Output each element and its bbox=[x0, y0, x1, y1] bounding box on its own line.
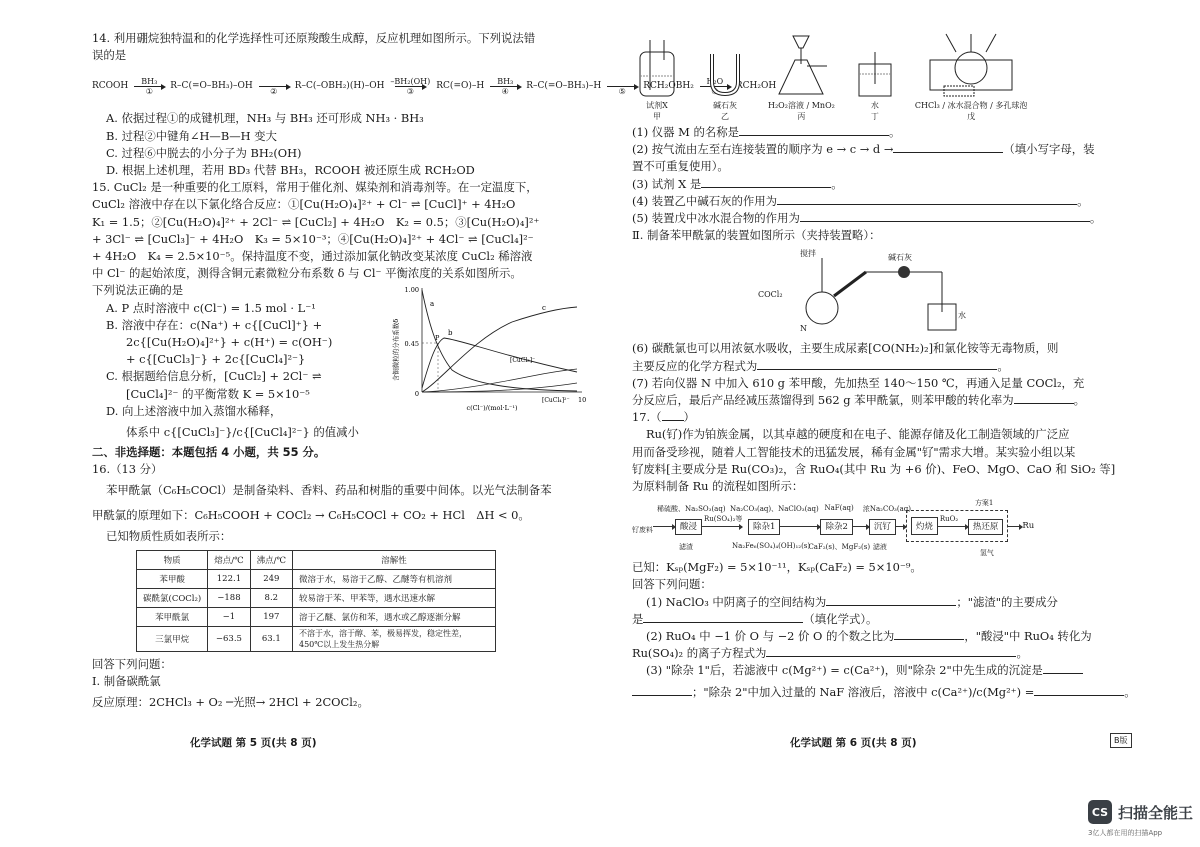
flow-plan-1-box bbox=[906, 499, 1009, 558]
flow-step-4-top: 浓Na₂CO₃(aq) bbox=[862, 505, 911, 514]
app-label-wu: 戊 bbox=[967, 112, 976, 121]
chart-label-c: c bbox=[542, 304, 546, 312]
table-cell: 三氯甲烷 bbox=[137, 626, 208, 651]
apparatus-jia bbox=[632, 36, 682, 122]
flow-box-thermal-reduction: 热还原 bbox=[968, 519, 1004, 535]
app2-label-stir: 搅拌 bbox=[800, 249, 816, 259]
flow-step-1-top: 稀硫酸、Na₂SO₃(aq) bbox=[657, 505, 726, 514]
q15-line-3: K₁ = 1.5；②[Cu(H₂O)₄]²⁺ + 2Cl⁻ ⇌ [CuCl₂] + 4H₂O K₂ = 0.5；③[Cu(H₂O)₄]²⁺ bbox=[92, 214, 540, 229]
table-row bbox=[137, 588, 496, 607]
r17-q3 bbox=[632, 662, 1132, 679]
scheme-s5: RCH₂OBH₂ bbox=[643, 81, 694, 92]
q14-stem: 14. 利用硼烷独特温和的化学选择性可还原羧酸生成醇，反应机理如图所示。下列说法错 bbox=[92, 31, 536, 45]
table-row bbox=[137, 569, 496, 588]
table-cell: −1 bbox=[208, 607, 250, 626]
arrow-4-bot: ④ bbox=[501, 86, 509, 96]
scheme-s1: R–C(=O–BH₃)–OH bbox=[170, 81, 253, 92]
flow-step-2-bot: Na₂Fe₆(SO₄)₄(OH)₁₂(s) bbox=[732, 542, 811, 551]
table-cell: 微溶于水，易溶于乙醇、乙醚等有机溶剂 bbox=[293, 569, 496, 588]
flow-box-calcine: 灼烧 bbox=[911, 517, 938, 535]
scheme-s3: RC(=O)–H bbox=[436, 81, 485, 92]
q15-line-4: + 3Cl⁻ ⇌ [CuCl₃]⁻ + 4H₂O K₃ = 5×10⁻³；④[Cu(H₂O)₄]²⁺ + 4Cl⁻ ⇌ [CuCl₄]²⁻ bbox=[92, 231, 534, 246]
table-cell: 249 bbox=[250, 569, 292, 588]
r-q2 bbox=[632, 141, 1132, 158]
distribution-chart bbox=[392, 280, 588, 412]
r17-q1 bbox=[632, 594, 1132, 611]
table-cell: 碳酰氯(COCl₂) bbox=[137, 588, 208, 607]
flow-step-6 bbox=[968, 520, 1004, 558]
app-label-jia: 甲 bbox=[653, 112, 661, 121]
apparatus-wu bbox=[915, 30, 1028, 122]
r17-q2-text-b: ，"酸浸"中 RuO₄ 转化为 bbox=[964, 629, 1092, 644]
part2-header: 二、非选择题：本题包括 4 小题，共 55 分。 bbox=[92, 445, 326, 460]
flow-step-2-top: Na₂CO₃(aq)、NaClO₃(aq) bbox=[730, 505, 819, 514]
flow-arrow bbox=[702, 526, 742, 527]
app-note-jia: 试剂X bbox=[646, 101, 668, 110]
chart-label-cucl3: [CuCl₃]⁻ bbox=[510, 357, 536, 364]
q17-text-b: ） bbox=[683, 410, 695, 425]
table-header: 溶解性 bbox=[293, 550, 496, 569]
arrow-1-bot: ① bbox=[145, 86, 153, 96]
r17-q3-cont: ；"除杂 2"中加入过量的 NaF 溶液后，溶液中 c(Ca²⁺)/c(Mg²⁺) = 。 bbox=[632, 680, 1132, 704]
answer-blank[interactable] bbox=[1034, 685, 1124, 696]
r-q3-text: (3) 试剂 X 是 bbox=[632, 176, 702, 191]
table-row bbox=[137, 626, 496, 651]
r-q6: (6) 碳酰氯也可以用浓氨水吸收，主要生成尿素[CO(NH₂)₂]和氯化铵等无毒物质，则 bbox=[632, 341, 1059, 356]
q17-heading bbox=[632, 409, 1132, 426]
chart-curve-a bbox=[422, 290, 577, 391]
chart-curve-c bbox=[422, 307, 577, 392]
q14-option-a: A. 依据过程①的成键机理，NH₃ 与 BH₃ 还可形成 NH₃ · BH₃ bbox=[106, 111, 424, 126]
arrow-3-top: –BH₂(OH) bbox=[390, 76, 431, 86]
app2-label-soda-lime: 碱石灰 bbox=[888, 253, 912, 263]
q14-option-c: C. 过程⑥中脱去的小分子为 BH₂(OH) bbox=[106, 145, 302, 160]
arrow-1-top: BH₃ bbox=[141, 76, 158, 86]
flow-box-purify-2: 除杂2 bbox=[820, 519, 852, 535]
flow-step-2 bbox=[730, 505, 819, 551]
app2-label-cocl2: COCl₂ bbox=[758, 290, 783, 300]
r-q7: (7) 若向仪器 N 中加入 610 g 苯甲酸，先加热至 140～150 ℃，再通入足量 COCl₂，充 bbox=[632, 375, 1085, 390]
flow-step-1-bot: 滤渣 bbox=[679, 543, 693, 552]
table-cell: 197 bbox=[250, 607, 292, 626]
app2-label-water: 水 bbox=[958, 311, 966, 321]
scheme-arrow-1 bbox=[134, 77, 164, 96]
q15-option-b: B. 溶液中存在：c(Na⁺) + c{[CuCl]⁺} + bbox=[106, 317, 323, 332]
r-q5-text: (5) 装置戊中冰水混合物的作用为 bbox=[632, 211, 800, 226]
table-cell: 8.2 bbox=[250, 588, 292, 607]
q15-option-b-3: + c{[CuCl₃]⁻} + 2c{[CuCl₄]²⁻} bbox=[126, 352, 306, 367]
chart-y-mid: 0.45 bbox=[404, 340, 419, 348]
scheme-arrow-4 bbox=[490, 77, 520, 96]
table-cell: 溶于乙醚、氯仿和苯，遇水或乙醇逐渐分解 bbox=[293, 607, 496, 626]
three-neck-flask-icon bbox=[916, 30, 1026, 100]
q17-intro-1: Ru(钌)作为铂族金属，以其卓越的硬度和在电子、能源存储及化工制造领域的广泛应 bbox=[646, 427, 1070, 442]
arrow-4-top: BH₃ bbox=[497, 76, 514, 86]
footer-right: 化学试题 第 6 页(共 8 页) bbox=[790, 737, 917, 749]
chart-label-b: b bbox=[448, 329, 453, 337]
flow-step-3-top: NaF(aq) bbox=[824, 504, 854, 513]
flow-arrow bbox=[1008, 526, 1022, 527]
r17-q1-text-d: （填化学式）。 bbox=[803, 611, 878, 626]
chart-y-zero: 0 bbox=[414, 390, 419, 398]
flow-step-4 bbox=[862, 505, 911, 552]
table-header: 熔点/℃ bbox=[208, 550, 250, 569]
table-cell: 122.1 bbox=[208, 569, 250, 588]
app-note-wu: CHCl₃ / 冰水混合物 / 多孔球泡 bbox=[914, 101, 1028, 110]
arrow-2-bot: ② bbox=[270, 86, 278, 96]
r17-q2-text: (2) RuO₄ 中 −1 价 O 与 −2 价 O 的个数之比为 bbox=[646, 629, 895, 644]
q15-line-2: CuCl₂ 溶液中存在以下氯化络合反应：①[Cu(H₂O)₄]²⁺ + Cl⁻ ⇌ [CuCl]⁺ + 4H₂O bbox=[92, 197, 516, 212]
beaker-icon bbox=[853, 50, 897, 100]
distribution-chart-svg bbox=[392, 280, 588, 412]
app-label-yi: 乙 bbox=[721, 112, 729, 121]
chart-xlabel: c(Cl⁻)/(mol·L⁻¹) bbox=[466, 404, 518, 412]
flow-arrow bbox=[780, 526, 820, 527]
r-q2-text: (2) 按气流由左至右连接装置的顺序为 e → c → d → bbox=[632, 142, 894, 157]
arrow-5-bot: ⑤ bbox=[618, 86, 626, 96]
app-note-yi: 碱石灰 bbox=[713, 101, 737, 110]
q14-option-b: B. 过程②中键角∠H—B—H 变大 bbox=[106, 128, 277, 143]
r-answer-prompt: 回答下列问题： bbox=[632, 577, 712, 592]
properties-table bbox=[136, 550, 496, 652]
chart-ylabel: 含铜微粒的分布系数δ bbox=[392, 318, 400, 382]
answer-blank[interactable] bbox=[893, 142, 1003, 153]
chart-x-end: 10 bbox=[578, 396, 587, 404]
answer-prompt: 回答下列问题： bbox=[92, 656, 172, 671]
answer-blank[interactable] bbox=[766, 646, 1016, 657]
arrow-6-top: H₂O bbox=[706, 76, 724, 86]
q15-line-7: 下列说法正确的是 bbox=[92, 283, 184, 298]
scheme-s4: R–C(=O–BH₃)–H bbox=[526, 81, 602, 92]
q16-heading: 16.（13 分） bbox=[92, 462, 163, 477]
chart-label-a: a bbox=[430, 300, 435, 308]
flow-arrow bbox=[896, 526, 906, 527]
answer-blank[interactable] bbox=[739, 125, 889, 136]
flow-box-purify-1: 除杂1 bbox=[748, 519, 780, 535]
footer-left: 化学试题 第 5 页(共 8 页) bbox=[190, 737, 317, 749]
props-title: 已知物质性质如表所示： bbox=[106, 529, 232, 544]
r17-q2 bbox=[632, 628, 1132, 645]
answer-blank[interactable] bbox=[632, 685, 692, 696]
table-header: 物质 bbox=[137, 550, 208, 569]
flow-arrow bbox=[653, 526, 675, 527]
chart-label-cucl4: [CuCl₄]²⁻ bbox=[542, 397, 570, 404]
flow-plan-label: 方案1 bbox=[974, 499, 994, 508]
r17-q3-text-b: ；"除杂 2"中加入过量的 NaF 溶液后，溶液中 c(Ca²⁺)/c(Mg²⁺) = bbox=[692, 684, 1035, 699]
answer-blank[interactable] bbox=[826, 595, 956, 606]
answer-blank[interactable] bbox=[757, 359, 997, 370]
scanner-watermark bbox=[1088, 800, 1194, 837]
app-note-bing: H₂O₂溶液 / MnO₂ bbox=[768, 101, 835, 110]
q16-intro-1: 苯甲酰氯（C₆H₅COCl）是制备染料、香料、药品和树脂的重要中间体。以光气法制备苯 bbox=[106, 483, 552, 498]
scheme-s6: RCH₂OH bbox=[735, 81, 777, 92]
table-cell: 不溶于水，溶于醇、苯，极易挥发，稳定性差，450℃以上发生热分解 bbox=[293, 626, 496, 651]
app-label-ding: 丁 bbox=[870, 112, 879, 121]
flow-end: Ru bbox=[1022, 521, 1035, 532]
apparatus-row-2 bbox=[758, 244, 1132, 340]
apparatus-yi bbox=[700, 50, 750, 122]
app-note-ding: 水 bbox=[870, 101, 879, 110]
table-cell: −188 bbox=[208, 588, 250, 607]
r-q7-cont: 分反应后，最后产品经减压蒸馏得到 562 g 苯甲酰氯，则苯甲酸的转化率为 。 bbox=[632, 393, 1086, 408]
q15-option-d-2: 体系中 c{[CuCl₃]⁻}/c{[CuCl₄]²⁻} 的值减小 bbox=[126, 425, 359, 440]
r-q1-text: (1) 仪器 M 的名称是 bbox=[632, 125, 740, 139]
r17-q1-text-b: ；"滤渣"的主要成分 bbox=[956, 594, 1058, 609]
q17-text: 17.（ bbox=[632, 410, 662, 425]
scanner-logo-icon: CS bbox=[1088, 800, 1112, 824]
scheme-s0: RCOOH bbox=[92, 81, 129, 92]
q15-line-6: 中 Cl⁻ 的起始浓度，测得含铜元素微粒分布系数 δ 与 Cl⁻ 平衡浓度的关系如图所示。 bbox=[92, 266, 522, 281]
sub-section-1: Ⅰ. 制备碳酰氯 bbox=[92, 673, 161, 688]
r-q2-text-b: （填小写字母，装 bbox=[1003, 142, 1095, 157]
flow-box-precipitate-ru: 沉钌 bbox=[869, 519, 896, 535]
answer-blank[interactable] bbox=[800, 211, 1090, 222]
q17-intro-4: 为原料制备 Ru 的流程如图所示： bbox=[632, 479, 804, 494]
q16-intro-2: 甲酰氯的原理如下：C₆H₅COOH + COCl₂ → C₆H₅COCl + CO₂ + HCl ΔH < 0。 bbox=[92, 508, 530, 523]
r-q4-text: (4) 装置乙中碱石灰的作用为 bbox=[632, 193, 778, 208]
q17-intro-3: 钌废料[主要成分是 Ru(CO₃)₂，含 RuO₄(其中 Ru 为 +6 价)、FeO、MgO、CaO 和 SiO₂ 等] bbox=[632, 461, 1116, 476]
app-label-bing: 丙 bbox=[797, 112, 806, 121]
arrow-6-bot: ⑥ bbox=[711, 86, 719, 96]
flow-start: 钌废料 bbox=[632, 526, 653, 535]
answer-blank[interactable] bbox=[1043, 663, 1083, 674]
wash-bottle-icon bbox=[632, 36, 682, 100]
scheme-arrow-2 bbox=[259, 77, 289, 96]
answer-blank[interactable] bbox=[643, 612, 803, 623]
reaction-principle: 反应原理：2CHCl₃ + O₂ ─光照→ 2HCl + 2COCl₂。 bbox=[92, 695, 369, 710]
chart-curve-b bbox=[422, 338, 577, 388]
r-q4: (4) 装置乙中碱石灰的作用为 。 bbox=[632, 193, 1089, 208]
table-cell: 苯甲酰氯 bbox=[137, 607, 208, 626]
flow-step-6-bot: 氢气 bbox=[979, 549, 994, 558]
r17-q1-text: (1) NaClO₃ 中阴离子的空间结构为 bbox=[646, 594, 827, 609]
q17-intro-2: 用而备受珍视，随着人工智能技术的迅猛发展，稀有金属"钌"需求大增。某实验小组以某 bbox=[632, 444, 1076, 459]
flow-mid-2: RuO₂ bbox=[939, 515, 959, 524]
q15-option-c-2: [CuCl₄]²⁻ 的平衡常数 K = 5×10⁻⁵ bbox=[126, 386, 310, 401]
r-q6-cont: 主要反应的化学方程式为 。 bbox=[632, 358, 1009, 373]
r17-q1-text-c: 是 bbox=[632, 611, 644, 626]
r-q3: (3) 试剂 X 是 。 bbox=[632, 176, 843, 191]
flask-funnel-icon bbox=[771, 30, 831, 100]
answer-blank[interactable] bbox=[1014, 393, 1074, 404]
q15-option-a: A. P 点时溶液中 c(Cl⁻) = 1.5 mol · L⁻¹ bbox=[106, 300, 316, 315]
answer-blank[interactable] bbox=[894, 629, 964, 640]
apparatus-ding bbox=[853, 50, 897, 122]
chart-y-top: 1.00 bbox=[404, 286, 419, 294]
flow-step-3 bbox=[808, 504, 871, 552]
apparatus-bing bbox=[768, 30, 835, 122]
r-q6-text: 主要反应的化学方程式为 bbox=[632, 358, 758, 373]
table-header: 沸点/℃ bbox=[250, 550, 292, 569]
q15-option-b-2: 2c{[Cu(H₂O)₄]²⁺} + c(H⁺) = c(OH⁻) bbox=[126, 335, 333, 350]
flow-arrow bbox=[938, 526, 968, 527]
flow-mid-1: Ru(SO₄)₂等 bbox=[704, 515, 743, 524]
q15-option-c: C. 根据题给信息分析，[CuCl₂] + 2Cl⁻ ⇌ bbox=[106, 369, 322, 384]
r-q2-cont: 置不可重复使用）。 bbox=[632, 159, 729, 174]
table-cell: −63.5 bbox=[208, 626, 250, 651]
r-q1: (1) 仪器 M 的名称是 。 bbox=[632, 125, 901, 139]
edition-badge: B版 bbox=[1110, 733, 1132, 748]
flow-box-acid-leach: 酸浸 bbox=[675, 519, 702, 535]
q14-option-d: D. 根据上述机理，若用 BD₃ 代替 BH₃，RCOOH 被还原生成 RCH₂OD bbox=[106, 163, 475, 178]
scheme-arrow-3 bbox=[390, 77, 430, 96]
app2-label-n: N bbox=[800, 324, 807, 334]
process-flowchart bbox=[632, 497, 1132, 558]
ksp-values: 已知：Kₛₚ(MgF₂) = 5×10⁻¹¹，Kₛₚ(CaF₂) = 5×10⁻⁹。 bbox=[632, 560, 922, 575]
u-tube-icon bbox=[700, 50, 750, 100]
q17-score-blank[interactable] bbox=[662, 410, 684, 421]
sub-section-2: Ⅱ. 制备苯甲酰氯的装置如图所示（夹持装置略）： bbox=[632, 228, 881, 243]
table-header-row bbox=[137, 550, 496, 569]
apparatus-row-1 bbox=[632, 30, 1132, 122]
scanner-brand-name: 扫描全能王 bbox=[1118, 803, 1194, 822]
answer-blank[interactable] bbox=[777, 194, 1077, 205]
table-cell: 63.1 bbox=[250, 626, 292, 651]
scanner-brand-sub: 3亿人都在用的扫描App bbox=[1088, 829, 1163, 837]
r17-q2-text-c: Ru(SO₄)₂ 的离子方程式为 bbox=[632, 646, 767, 661]
scheme-s2: R–C(–OBH₂)(H)–OH bbox=[294, 81, 385, 92]
chart-label-p: P bbox=[435, 334, 440, 342]
table-cell: 较易溶于苯、甲苯等，遇水迅速水解 bbox=[293, 588, 496, 607]
right-page bbox=[632, 30, 1136, 704]
r-q7-text: 分反应后，最后产品经减压蒸馏得到 562 g 苯甲酰氯，则苯甲酸的转化率为 bbox=[632, 393, 1014, 408]
answer-blank[interactable] bbox=[701, 177, 831, 188]
flow-step-4-bot: 滤液 bbox=[872, 543, 887, 552]
r17-q1-cont bbox=[632, 611, 1132, 628]
r-q5: (5) 装置戊中冰水混合物的作用为 。 bbox=[632, 211, 1102, 226]
q15-line-5: + 4H₂O K₄ = 2.5×10⁻⁵。保持温度不变，通过添加氯化钠改变某浓度 CuCl₂ 稀溶液 bbox=[92, 249, 533, 264]
q15-option-d: D. 向上述溶液中加入蒸馏水稀释， bbox=[106, 403, 282, 418]
table-row bbox=[137, 607, 496, 626]
q14-stem-2: 误的是 bbox=[92, 48, 127, 63]
flow-arrow bbox=[853, 526, 869, 527]
r17-q2-cont: Ru(SO₄)₂ 的离子方程式为 。 bbox=[632, 646, 1028, 661]
r17-q3-text: (3) "除杂 1"后，若滤液中 c(Mg²⁺) = c(Ca²⁺)，则"除杂 2"中先生成的沉淀是 bbox=[646, 663, 1043, 678]
arrow-3-bot: ③ bbox=[406, 86, 414, 96]
flow-step-3-bot: CaF₂(s)、MgF₂(s) bbox=[808, 543, 871, 552]
q15-line-1: 15. CuCl₂ 是一种重要的化工原料，常用于催化剂、媒染剂和消毒剂等。在一定温度下， bbox=[92, 180, 538, 195]
table-cell: 苯甲酸 bbox=[137, 569, 208, 588]
